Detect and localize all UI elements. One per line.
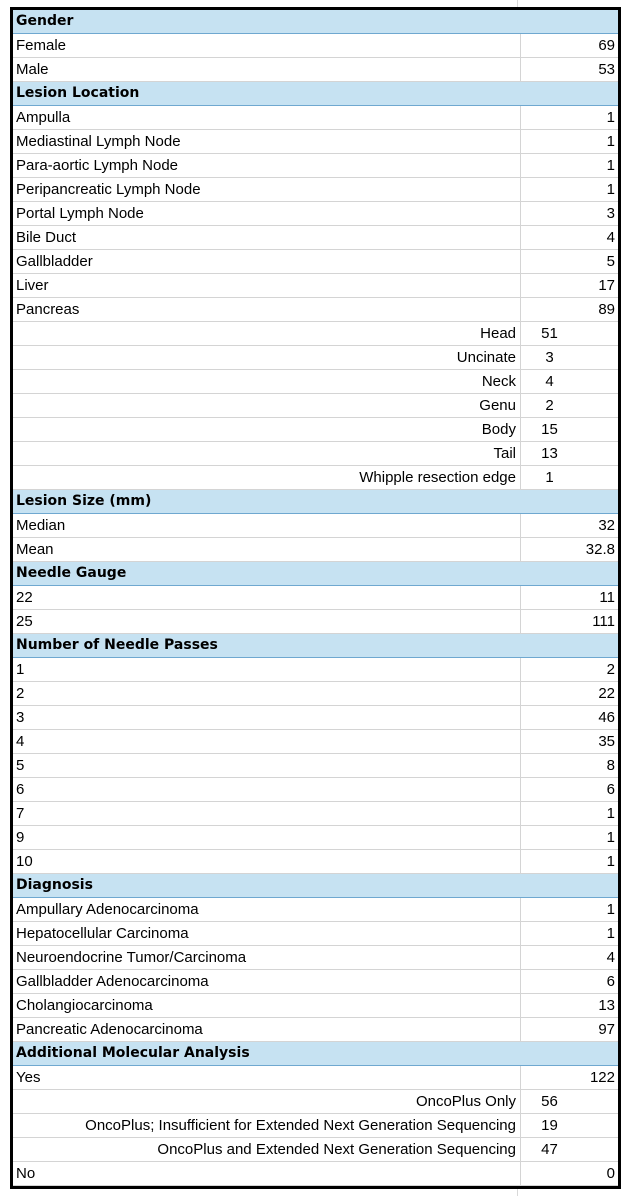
row-value: 13 [520,442,618,465]
table-row [13,1090,618,1114]
row-value: 13 [520,994,618,1017]
row-label: Female [16,37,67,54]
row-value: 1 [520,802,618,825]
table-row [13,1066,618,1090]
section-title: Gender [16,13,74,29]
row-value: 46 [520,706,618,729]
table-row [13,346,618,370]
row-label: 4 [16,733,25,750]
table-row [13,850,618,874]
summary-table [10,7,621,1189]
section-title: Diagnosis [16,877,93,893]
row-label: 7 [16,805,25,822]
row-value: 35 [520,730,618,753]
section-title: Lesion Location [16,85,140,101]
row-value: 89 [520,298,618,321]
table-row [13,250,618,274]
table-row [13,946,618,970]
row-value: 4 [520,370,618,393]
row-value: 4 [520,226,618,249]
row-label: Male [16,61,49,78]
row-label: Ampullary Adenocarcinoma [16,901,199,918]
row-value: 2 [520,394,618,417]
row-value: 11 [520,586,618,609]
table-row [13,442,618,466]
table-row [13,658,618,682]
row-value: 32.8 [520,538,618,561]
row-label: OncoPlus and Extended Next Generation Sequencing [157,1141,516,1158]
row-label: Peripancreatic Lymph Node [16,181,201,198]
row-value: 1 [520,922,618,945]
row-label: Yes [16,1069,41,1086]
table-row [13,370,618,394]
row-value: 15 [520,418,618,441]
table-row [13,754,618,778]
row-label: Bile Duct [16,229,77,246]
section-title: Lesion Size (mm) [16,493,152,509]
row-label: 2 [16,685,25,702]
row-value: 1 [520,826,618,849]
table-row [13,970,618,994]
row-label: 6 [16,781,25,798]
row-label: Head [480,325,516,342]
row-value: 47 [520,1138,618,1161]
row-value: 1 [520,106,618,129]
row-label: Gallbladder [16,253,93,270]
row-label: Mediastinal Lymph Node [16,133,181,150]
row-label: No [16,1165,36,1182]
row-label: Whipple resection edge [359,469,516,486]
row-label: Cholangiocarcinoma [16,997,153,1014]
row-label: Mean [16,541,54,558]
row-label: Para-aortic Lymph Node [16,157,179,174]
table-row [13,826,618,850]
row-label: 10 [16,853,33,870]
row-value: 51 [520,322,618,345]
row-value: 1 [520,850,618,873]
table-row [13,898,618,922]
table-row [13,706,618,730]
row-label: Pancreatic Adenocarcinoma [16,1021,203,1038]
table-row [13,466,618,490]
table-row [13,1162,618,1186]
section-header-lesion-location [13,82,618,106]
table-row [13,178,618,202]
row-value: 111 [520,610,618,633]
row-value: 2 [520,658,618,681]
table-row [13,202,618,226]
row-label: Uncinate [456,349,516,366]
table-row [13,682,618,706]
table-row [13,802,618,826]
row-value: 17 [520,274,618,297]
table-row [13,778,618,802]
section-title: Number of Needle Passes [16,637,218,653]
row-label: 22 [16,589,33,606]
row-value: 5 [520,250,618,273]
row-label: Neuroendocrine Tumor/Carcinoma [16,949,247,966]
section-header-gender [13,10,618,34]
row-label: OncoPlus Only [415,1093,516,1110]
row-label: 3 [16,709,25,726]
table-row [13,922,618,946]
row-value: 1 [520,130,618,153]
row-value: 22 [520,682,618,705]
row-value: 56 [520,1090,618,1113]
row-value: 3 [520,346,618,369]
section-title: Additional Molecular Analysis [16,1045,250,1061]
row-label: Neck [481,373,516,390]
row-label: Pancreas [16,301,80,318]
row-label: Ampulla [16,109,71,126]
row-value: 69 [520,34,618,57]
section-header-diagnosis [13,874,618,898]
row-label: Body [481,421,516,438]
table-row [13,514,618,538]
row-value: 8 [520,754,618,777]
section-title: Needle Gauge [16,565,127,581]
row-value: 0 [520,1162,618,1185]
row-value: 19 [520,1114,618,1137]
table-row [13,418,618,442]
row-value: 1 [520,154,618,177]
row-label: Genu [479,397,516,414]
table-row [13,730,618,754]
section-header-lesion-size-mm [13,490,618,514]
section-header-number-of-needle-passes [13,634,618,658]
table-row [13,154,618,178]
row-value: 97 [520,1018,618,1041]
row-value: 3 [520,202,618,225]
table-row [13,130,618,154]
row-label: Hepatocellular Carcinoma [16,925,189,942]
section-header-needle-gauge [13,562,618,586]
row-value: 32 [520,514,618,537]
table-row [13,538,618,562]
table-row [13,298,618,322]
row-value: 1 [520,178,618,201]
row-label: 25 [16,613,33,630]
table-row [13,994,618,1018]
table-row [13,1114,618,1138]
table-row [13,1138,618,1162]
table-row [13,226,618,250]
row-value: 122 [520,1066,618,1089]
row-label: 5 [16,757,25,774]
row-value: 1 [520,466,618,489]
row-label: OncoPlus; Insufficient for Extended Next Generation Sequencing [85,1117,516,1134]
row-label: 9 [16,829,25,846]
table-row [13,274,618,298]
table-row [13,34,618,58]
row-value: 53 [520,58,618,81]
row-label: Portal Lymph Node [16,205,144,222]
row-label: Gallbladder Adenocarcinoma [16,973,209,990]
section-header-additional-molecular-analysis [13,1042,618,1066]
table-row [13,610,618,634]
row-label: Median [16,517,66,534]
table-row [13,322,618,346]
row-value: 6 [520,970,618,993]
row-label: Liver [16,277,49,294]
row-value: 1 [520,898,618,921]
row-label: 1 [16,661,25,678]
table-row [13,1018,618,1042]
row-value: 6 [520,778,618,801]
row-value: 4 [520,946,618,969]
table-row [13,106,618,130]
table-row [13,394,618,418]
table-row [13,586,618,610]
table-row [13,58,618,82]
row-label: Tail [493,445,516,462]
